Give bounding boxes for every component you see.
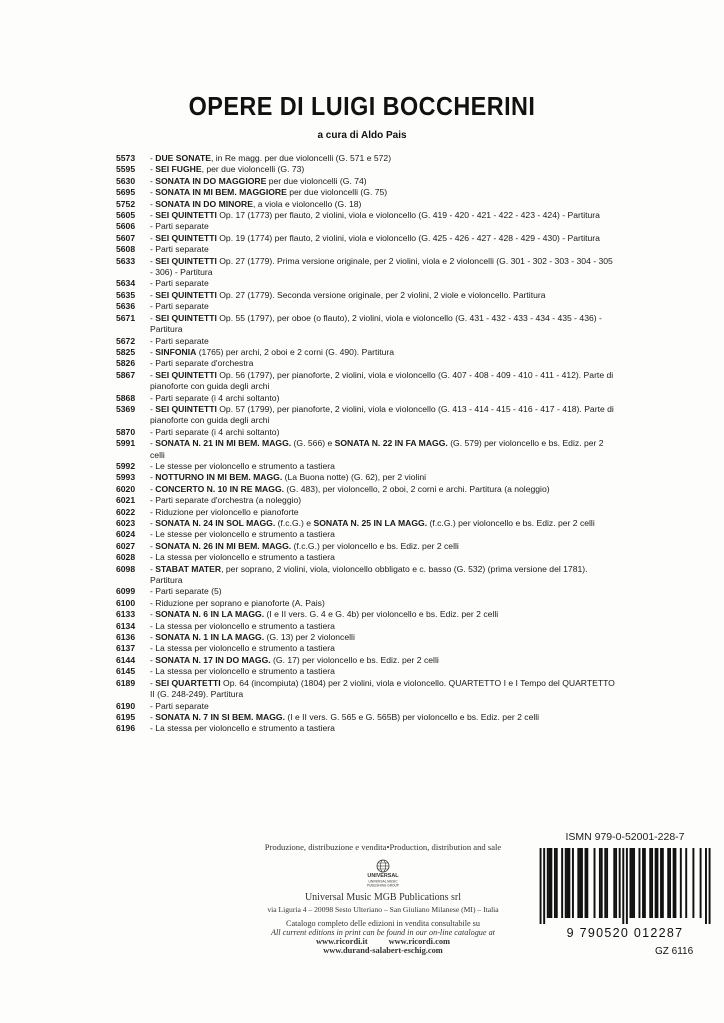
barcode-bar xyxy=(601,848,603,918)
catalog-number: 5630 xyxy=(116,175,136,186)
catalog-number: 6098 xyxy=(116,563,136,574)
work-title: SONATA N. 24 IN SOL MAGG. xyxy=(155,518,276,528)
work-title: CONCERTO N. 10 IN RE MAGG. xyxy=(155,483,285,494)
barcode-bar xyxy=(700,848,702,918)
barcode-bar xyxy=(547,848,549,918)
editor-credit: a cura di Aldo Pais xyxy=(317,130,407,141)
catalog-entry xyxy=(116,221,616,232)
barcode-bar xyxy=(662,848,664,918)
page-title: OPERE DI LUIGI BOCCHERINI xyxy=(188,91,536,121)
entry-dash: - xyxy=(150,609,156,620)
entry-dash: - xyxy=(150,506,156,517)
work-description: La stessa per violoncello e strumento a tastiera xyxy=(155,643,335,654)
work-description: Op. 64 (incompiuta) (1804) per 2 violini, viola e violoncello. QUARTETTO I e I Tempo del QUARTETTO II (G. 248-249). Partitura xyxy=(150,677,618,700)
barcode-bar xyxy=(581,848,583,918)
barcode-bar xyxy=(649,848,651,918)
work-title: SEI QUINTETTI xyxy=(155,232,217,243)
work-description: Riduzione per soprano e pianoforte (A. Pais) xyxy=(155,597,325,608)
catalog-number: 5605 xyxy=(116,210,136,221)
catalog-entry xyxy=(116,643,616,654)
barcode-bar xyxy=(540,848,542,924)
catalog-number: 5671 xyxy=(116,312,136,323)
work-title: SONATA IN DO MINORE xyxy=(155,198,253,209)
entry-dash: - xyxy=(150,369,156,380)
catalog-entry xyxy=(116,210,616,221)
catalog-number: 5993 xyxy=(116,472,136,483)
work-description: , per soprano, 2 violini, viola, violoncello obbligato e c. basso (G. 532) (prima versione del 1781). Partitura xyxy=(150,563,590,586)
catalog-entry xyxy=(116,472,616,483)
catalog-number: 5633 xyxy=(116,255,136,266)
entry-dash: - xyxy=(150,244,156,255)
work-description: per due violoncelli (G. 74) xyxy=(266,175,367,186)
catalog-number: 6144 xyxy=(116,654,136,665)
catalog-entry xyxy=(116,609,616,620)
logo-wordmark: UNIVERSAL xyxy=(367,873,399,879)
catalog-entry xyxy=(116,484,616,495)
barcode-bar xyxy=(651,848,653,918)
barcode-bar xyxy=(667,848,669,918)
work-title: SONATA N. 7 IN SI BEM. MAGG. xyxy=(155,711,285,722)
catalog-number: 5991 xyxy=(116,438,136,449)
barcode-bar xyxy=(615,848,617,918)
catalog-entry xyxy=(116,370,616,393)
globe-icon xyxy=(377,860,389,872)
catalog-number: 5992 xyxy=(116,460,136,471)
work-title: DUE SONATE xyxy=(155,153,211,163)
entry-dash: - xyxy=(150,666,156,677)
catalog-number: 5607 xyxy=(116,232,136,243)
entry-dash: - xyxy=(150,632,156,643)
catalog-number: 5634 xyxy=(116,278,136,289)
catalog-list xyxy=(116,153,616,735)
entry-dash: - xyxy=(150,289,156,300)
work-description: Op. 27 (1779). Seconda versione originale, per 2 violini, 2 viole e violoncello. Partitura xyxy=(216,289,546,300)
work-description: (f.c.G.) per violoncello e bs. Ediz. per 2 celli xyxy=(427,518,595,528)
barcode-bar xyxy=(705,848,707,924)
catalog-number: 5369 xyxy=(116,403,136,414)
work-description: (I e II vers. G. 4 e G. 4b) per violoncello e bs. Ediz. per 2 celli xyxy=(264,609,499,620)
work-description: (G. 17) per violoncello e bs. Ediz. per 2 celli xyxy=(270,654,439,665)
catalog-entry xyxy=(116,187,616,198)
work-description: (f.c.G.) per violoncello e bs. Ediz. per 2 celli xyxy=(291,540,459,551)
publisher-footer xyxy=(218,842,548,955)
catalog-number: 6189 xyxy=(116,677,136,688)
work-description: Parti separate (i 4 archi soltanto) xyxy=(155,392,280,403)
work-title: SEI QUINTETTI xyxy=(155,403,217,414)
entry-dash: - xyxy=(150,312,156,323)
work-description: La stessa per violoncello e strumento a tastiera xyxy=(155,666,335,677)
entry-dash: - xyxy=(150,438,156,449)
catalog-entry xyxy=(116,336,616,347)
entry-dash: - xyxy=(150,472,156,483)
work-description: Le stesse per violoncello e strumento a tastiera xyxy=(155,460,335,471)
catalog-entry xyxy=(116,278,616,289)
work-description: Parti separate (5) xyxy=(155,586,222,597)
catalog-entry xyxy=(116,347,616,358)
work-description: Parti separate xyxy=(155,244,209,255)
publisher-name: Universal Music MGB Publications srl xyxy=(304,892,462,903)
catalog-entry xyxy=(116,666,616,677)
catalog-entry xyxy=(116,621,616,632)
catalog-entry xyxy=(116,586,616,597)
barcode-bar xyxy=(656,848,658,918)
work-description: Op. 19 (1774) per flauto, 2 violini, viola e violoncello (G. 425 - 426 - 427 - 428 - 429 - 430) - Partitura xyxy=(216,232,600,243)
catalog-entry xyxy=(116,176,616,187)
ismn-number: ISMN 979-0-52001-228-7 xyxy=(565,831,685,843)
entry-dash: - xyxy=(150,335,156,346)
entry-dash: - xyxy=(150,210,156,221)
work-title: SONATA IN DO MAGGIORE xyxy=(155,175,267,186)
entry-dash: - xyxy=(150,426,156,437)
entry-dash: - xyxy=(150,358,156,369)
catalog-number: 5595 xyxy=(116,164,136,175)
catalog-entry xyxy=(116,256,616,279)
entry-dash: - xyxy=(150,620,156,631)
work-title: SONATA N. 21 IN MI BEM. MAGG. xyxy=(155,438,292,449)
work-description: , a viola e violoncello (G. 18) xyxy=(252,198,362,209)
entry-dash: - xyxy=(150,278,156,289)
barcode-bar xyxy=(554,848,556,918)
work-title: STABAT MATER xyxy=(155,563,222,574)
barcode-bar xyxy=(599,848,601,918)
catalog-entry xyxy=(116,290,616,301)
barcode-digits: 9 790520 012287 xyxy=(566,926,684,940)
work-title: SONATA IN MI BEM. MAGGIORE xyxy=(155,187,287,198)
catalog-entry xyxy=(116,427,616,438)
catalog-note-en: All current editions in print can be found in our on-line catalogue at xyxy=(271,928,495,937)
work-title: SEI QUARTETTI xyxy=(155,677,221,688)
barcode-bar xyxy=(604,848,606,918)
work-title: SEI FUGHE xyxy=(155,164,202,175)
work-title: SEI QUINTETTI xyxy=(155,369,217,380)
barcode-bar xyxy=(631,848,633,918)
catalog-number: 5825 xyxy=(116,346,136,357)
work-description: , in Re magg. per due violoncelli (G. 571 e 572) xyxy=(210,153,392,163)
entry-dash: - xyxy=(150,540,156,551)
catalog-entry xyxy=(116,438,616,461)
catalog-number: 5636 xyxy=(116,301,136,312)
catalog-number: 6190 xyxy=(116,700,136,711)
work-title: SINFONIA xyxy=(155,346,197,357)
barcode-bar xyxy=(638,848,640,918)
entry-dash: - xyxy=(150,301,156,312)
catalog-number: 5635 xyxy=(116,289,136,300)
catalog-entry xyxy=(116,678,616,701)
catalog-entry xyxy=(116,199,616,210)
work-description: (I e II vers. G. 565 e G. 565B) per violoncello e bs. Ediz. per 2 celli xyxy=(284,711,540,722)
entry-dash: - xyxy=(150,677,156,688)
catalog-entry xyxy=(116,701,616,712)
catalog-entry xyxy=(116,244,616,255)
work-description: (G. 566) e xyxy=(291,438,335,449)
entry-dash: - xyxy=(150,187,156,198)
barcode-bar xyxy=(642,848,644,918)
work-description: Op. 55 (1797), per oboe (o flauto), 2 violini, viola e violoncello (G. 431 - 432 - 433 - 434 - 435 - 436) - Partitura xyxy=(150,312,605,335)
entry-dash: - xyxy=(150,586,156,597)
work-description: La stessa per violoncello e strumento a tastiera xyxy=(155,723,335,734)
catalog-entry xyxy=(116,507,616,518)
entry-dash: - xyxy=(150,654,156,665)
work-description: (1765) per archi, 2 oboi e 2 corni (G. 490). Partitura xyxy=(196,346,395,357)
catalog-number: 6024 xyxy=(116,529,136,540)
barcode-bar xyxy=(626,848,628,924)
catalog-entry xyxy=(116,598,616,609)
catalog-entry xyxy=(116,712,616,723)
work-description: Parti separate xyxy=(155,335,209,346)
barcode-bar xyxy=(579,848,581,918)
work-description: Parti separate xyxy=(155,301,209,312)
barcode-bar xyxy=(644,848,646,918)
barcode-bar xyxy=(572,848,574,918)
barcode-bar xyxy=(550,848,552,918)
catalog-number: 6028 xyxy=(116,552,136,563)
catalog-number: 5826 xyxy=(116,358,136,369)
barcode-bar xyxy=(680,848,682,918)
catalog-entry xyxy=(116,495,616,506)
entry-dash: - xyxy=(150,153,156,163)
catalog-entry xyxy=(116,564,616,587)
barcode-bar xyxy=(622,848,624,924)
catalog-entry xyxy=(116,632,616,643)
catalog-number: 6100 xyxy=(116,597,136,608)
work-title: SEI QUINTETTI xyxy=(155,312,217,323)
entry-dash: - xyxy=(150,221,156,232)
work-description: (f.c.G.) e xyxy=(275,518,314,528)
entry-dash: - xyxy=(150,232,156,243)
entry-dash: - xyxy=(150,483,156,494)
barcode-bar xyxy=(556,848,558,918)
catalog-number: 6023 xyxy=(116,518,136,528)
work-title: SONATA N. 26 IN MI BEM. MAGG. xyxy=(155,540,292,551)
catalog-number: 6022 xyxy=(116,506,136,517)
work-description: (La Buona notte) (G. 62), per 2 violini xyxy=(282,472,427,483)
catalog-entry xyxy=(116,461,616,472)
catalog-number: 6195 xyxy=(116,711,136,722)
barcode-bar xyxy=(567,848,569,918)
catalog-entry xyxy=(116,313,616,336)
work-title: NOTTURNO IN MI BEM. MAGG. xyxy=(155,472,283,483)
barcode-bar xyxy=(577,848,579,918)
barcode-bar xyxy=(594,848,596,918)
barcode-bar xyxy=(685,848,687,918)
work-title: SEI QUINTETTI xyxy=(155,289,217,300)
catalog-number: 5695 xyxy=(116,187,136,198)
catalog-number: 6021 xyxy=(116,495,136,506)
work-description: Parti separate (i 4 archi soltanto) xyxy=(155,426,280,437)
work-description: Op. 17 (1773) per flauto, 2 violini, viola e violoncello (G. 419 - 420 - 421 - 422 - 423 - 424) - Partitura xyxy=(216,210,600,221)
work-title: SONATA N. 25 IN LA MAGG. xyxy=(313,518,428,528)
work-description: Parti separate d'orchestra (a noleggio) xyxy=(155,495,302,506)
work-title: SEI QUINTETTI xyxy=(155,210,217,221)
entry-dash: - xyxy=(150,597,156,608)
logo-line-1: UNIVERSAL MUSIC xyxy=(368,879,398,884)
catalog-entry xyxy=(116,518,616,529)
work-description: Op. 56 (1797), per pianoforte, 2 violini, viola e violoncello (G. 407 - 408 - 409 - 410 - 411 - 412). Parte di pianoforte con guida degli archi xyxy=(150,369,616,392)
catalog-entry xyxy=(116,655,616,666)
catalog-entry xyxy=(116,529,616,540)
catalog-number: 5672 xyxy=(116,335,136,346)
work-title: SONATA N. 17 IN DO MAGG. xyxy=(155,654,271,665)
work-description: , per due violoncelli (G. 73) xyxy=(201,164,305,175)
entry-dash: - xyxy=(150,711,156,722)
barcode xyxy=(536,848,714,924)
catalog-number: 5868 xyxy=(116,392,136,403)
catalog-entry xyxy=(116,723,616,734)
catalog-number: 5752 xyxy=(116,198,136,209)
barcode-bar xyxy=(655,848,657,918)
catalog-entry xyxy=(116,301,616,312)
catalog-number: 6020 xyxy=(116,483,136,494)
url-ricordi-it[interactable]: www.ricordi.it xyxy=(316,937,368,946)
universal-logo xyxy=(348,858,418,888)
catalog-number: 6145 xyxy=(116,666,136,677)
entry-dash: - xyxy=(150,460,156,471)
catalog-entry xyxy=(116,153,616,164)
barcode-bar xyxy=(606,848,608,918)
work-description: (G. 13) per 2 violoncelli xyxy=(264,632,355,643)
entry-dash: - xyxy=(150,198,156,209)
entry-dash: - xyxy=(150,164,156,175)
work-title: SONATA N. 6 IN LA MAGG. xyxy=(155,609,265,620)
entry-dash: - xyxy=(150,518,156,528)
barcode-bar xyxy=(669,848,671,918)
catalog-number: 5608 xyxy=(116,244,136,255)
barcode-bar xyxy=(619,848,621,918)
entry-dash: - xyxy=(150,723,156,734)
catalog-number: 5606 xyxy=(116,221,136,232)
work-title: SONATA N. 22 IN FA MAGG. xyxy=(334,438,448,449)
entry-dash: - xyxy=(150,700,156,711)
entry-dash: - xyxy=(150,175,156,186)
work-description: Op. 27 (1779). Prima versione originale, per 2 violini, viola e 2 violoncelli (G. 301 - 302 - 303 - 304 - 305 - 306) - Partitura xyxy=(150,255,616,278)
entry-dash: - xyxy=(150,403,156,414)
barcode-bar xyxy=(674,848,676,918)
entry-dash: - xyxy=(150,552,156,563)
barcode-bar xyxy=(586,848,588,918)
catalog-entry xyxy=(116,393,616,404)
publisher-address: via Liguria 4 – 20098 Sesto Ulteriano – San Giuliano Milanese (MI) – Italia xyxy=(267,905,499,914)
barcode-bar xyxy=(543,848,545,924)
entry-dash: - xyxy=(150,255,156,266)
work-description: (G. 483), per violoncello, 2 oboi, 2 corni e archi. Partitura (a noleggio) xyxy=(284,483,550,494)
barcode-bar xyxy=(692,848,694,918)
work-description: Op. 57 (1799), per pianoforte, 2 violini, viola e violoncello (G. 413 - 414 - 415 - 416 - 417 - 418). Parte di pianoforte con guida degli archi xyxy=(150,403,617,426)
work-description: Parti separate xyxy=(155,700,209,711)
catalog-number: 5573 xyxy=(116,153,136,163)
catalog-note-it: Catalogo completo delle edizioni in vendita consultabile su xyxy=(286,919,480,928)
catalog-number: 5867 xyxy=(116,369,136,380)
barcode-bar xyxy=(673,848,675,918)
catalog-code: GZ 6116 xyxy=(655,946,694,957)
entry-dash: - xyxy=(150,392,156,403)
barcode-bar xyxy=(549,848,551,918)
barcode-bars xyxy=(536,848,714,924)
work-title: SEI QUINTETTI xyxy=(155,255,217,266)
website-links xyxy=(218,937,548,946)
barcode-bar xyxy=(585,848,587,918)
catalog-entry xyxy=(116,552,616,563)
catalog-number: 6137 xyxy=(116,643,136,654)
production-line: Produzione, distribuzione e vendita•Production, distribution and sale xyxy=(264,842,502,852)
catalog-number: 6133 xyxy=(116,609,136,620)
barcode-bar xyxy=(709,848,711,924)
catalog-entry xyxy=(116,541,616,552)
entry-dash: - xyxy=(150,529,156,540)
entry-dash: - xyxy=(150,495,156,506)
work-description: La stessa per violoncello e strumento a tastiera xyxy=(155,620,335,631)
work-description: Parti separate d'orchestra xyxy=(155,358,254,369)
catalog-number: 6134 xyxy=(116,620,136,631)
entry-dash: - xyxy=(150,346,156,357)
barcode-bar xyxy=(561,848,563,918)
work-description: Parti separate xyxy=(155,221,209,232)
work-description: La stessa per violoncello e strumento a tastiera xyxy=(155,552,335,563)
catalog-number: 6027 xyxy=(116,540,136,551)
barcode-bar xyxy=(633,848,635,918)
url-durand[interactable]: www.durand-salabert-eschig.com xyxy=(323,946,443,955)
entry-dash: - xyxy=(150,643,156,654)
entry-dash: - xyxy=(150,563,156,574)
barcode-bar xyxy=(565,848,567,918)
work-description: per due violoncelli (G. 75) xyxy=(286,187,388,198)
catalog-entry xyxy=(116,404,616,427)
catalog-entry xyxy=(116,233,616,244)
work-description: Parti separate xyxy=(155,278,209,289)
barcode-bar xyxy=(568,848,570,918)
catalog-entry xyxy=(116,358,616,369)
catalog-entry xyxy=(116,164,616,175)
catalog-number: 6196 xyxy=(116,723,136,734)
logo-line-2: PUBLISHING GROUP xyxy=(367,883,399,888)
work-description: Le stesse per violoncello e strumento a tastiera xyxy=(155,529,335,540)
catalog-number: 5870 xyxy=(116,426,136,437)
barcode-bar xyxy=(660,848,662,918)
work-description: (G. 579) per violoncello e bs. Ediz. per 2 celli xyxy=(150,438,606,460)
barcode-bar xyxy=(629,848,631,918)
work-title: SONATA N. 1 IN LA MAGG. xyxy=(155,632,265,643)
url-ricordi-com[interactable]: www.ricordi.com xyxy=(388,937,450,946)
barcode-bar xyxy=(613,848,615,918)
catalog-number: 6099 xyxy=(116,586,136,597)
work-description: Riduzione per violoncello e pianoforte xyxy=(155,506,299,517)
catalog-number: 6136 xyxy=(116,632,136,643)
